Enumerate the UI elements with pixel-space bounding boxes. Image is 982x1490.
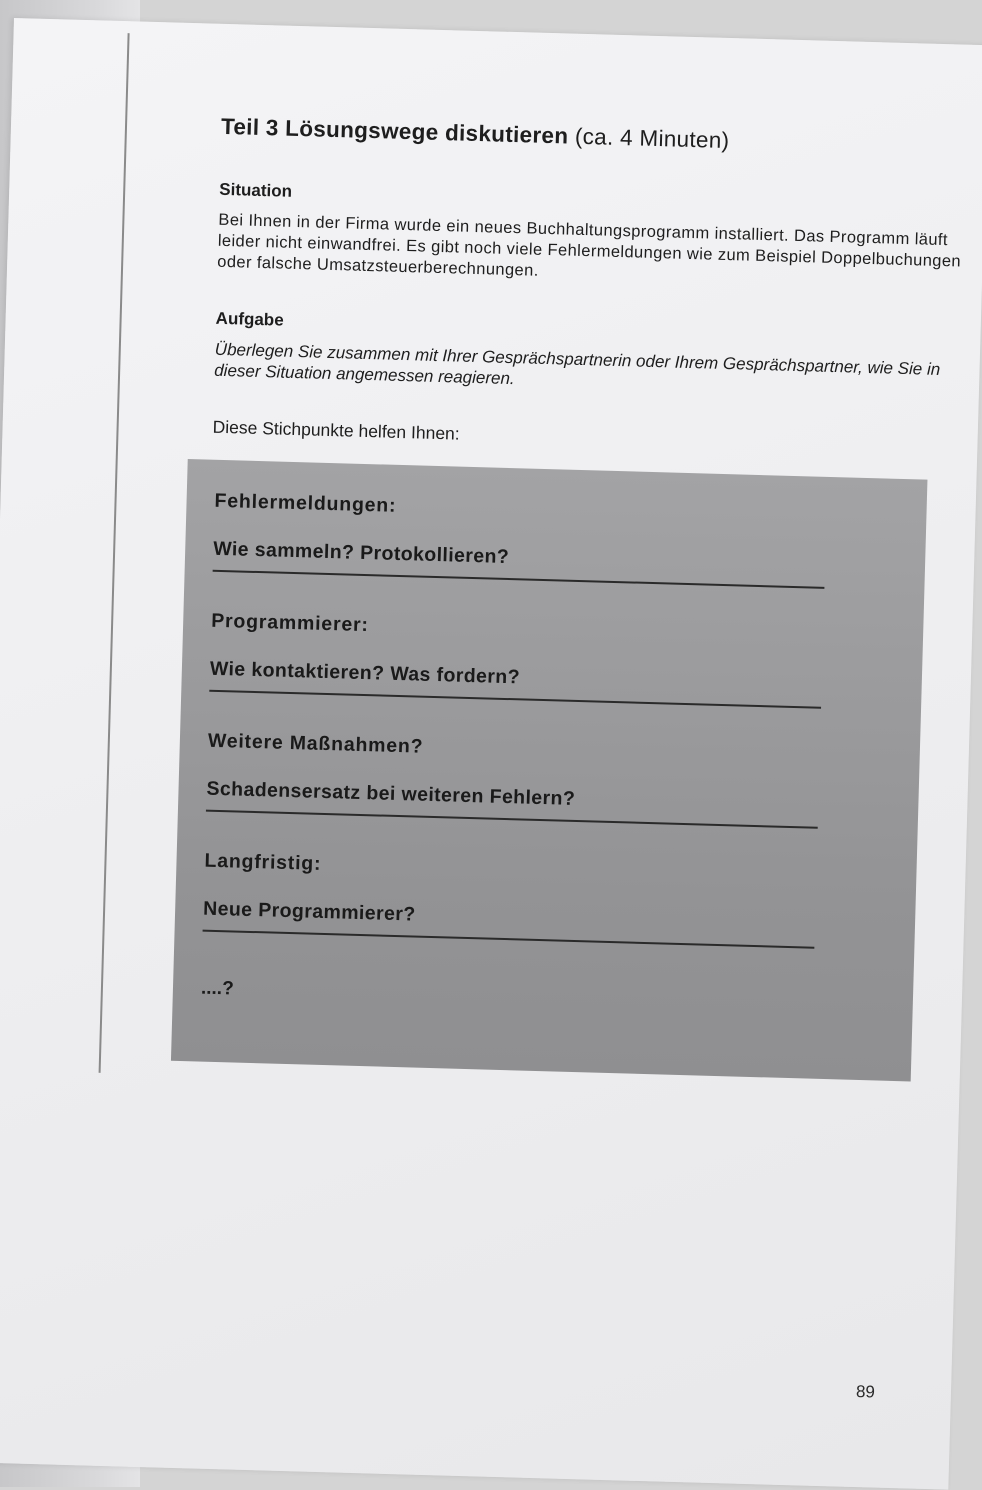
- page-title-main: Teil 3 Lösungswege diskutieren: [220, 113, 569, 149]
- key-point-label: Langfristig:: [204, 849, 322, 875]
- task-heading: Aufgabe: [215, 308, 284, 330]
- key-point-item: [206, 730, 838, 829]
- key-points-intro: Diese Stichpunkte helfen Ihnen:: [212, 416, 460, 444]
- key-point-label: Weitere Maßnahmen?: [207, 729, 424, 758]
- page-content: [195, 114, 966, 1082]
- key-point-question: Schadensersatz bei weiteren Fehlern?: [206, 777, 576, 810]
- document-page: [0, 18, 982, 1490]
- key-point-item: [203, 850, 835, 949]
- key-point-question: Neue Programmierer?: [202, 897, 416, 926]
- margin-rule: [99, 33, 130, 1073]
- page-title: [221, 114, 966, 161]
- situation-heading: Situation: [219, 179, 293, 201]
- key-points-box: [171, 459, 928, 1081]
- page-number: 89: [855, 1382, 876, 1402]
- key-point-question: Wie sammeln? Protokollieren?: [212, 537, 510, 569]
- task-text: Überlegen Sie zusammen mit Ihrer Gesprächspartnerin oder Ihrem Gesprächspartner, wie Sie in dieser Situation angemessen reagieren.: [213, 339, 941, 389]
- key-point-label: Fehlermeldungen:: [214, 489, 397, 517]
- key-point-item: [213, 490, 845, 589]
- page-title-duration: (ca. 4 Minuten): [574, 123, 730, 154]
- situation-text: Bei Ihnen in der Firma wurde ein neues Buchhaltungsprogramm installiert. Das Programm läuft leider nicht einwandfrei. Es gibt noch viele Fehlermeldungen wie zum Beispiel Doppelbuchungen oder falsche Umsatzsteuerberechnungen.: [217, 210, 962, 280]
- key-point-item: [209, 610, 841, 709]
- key-point-ellipsis: ....?: [200, 977, 235, 1000]
- key-point-label: Programmierer:: [210, 609, 370, 637]
- key-point-question: Wie kontaktieren? Was fordern?: [209, 657, 521, 689]
